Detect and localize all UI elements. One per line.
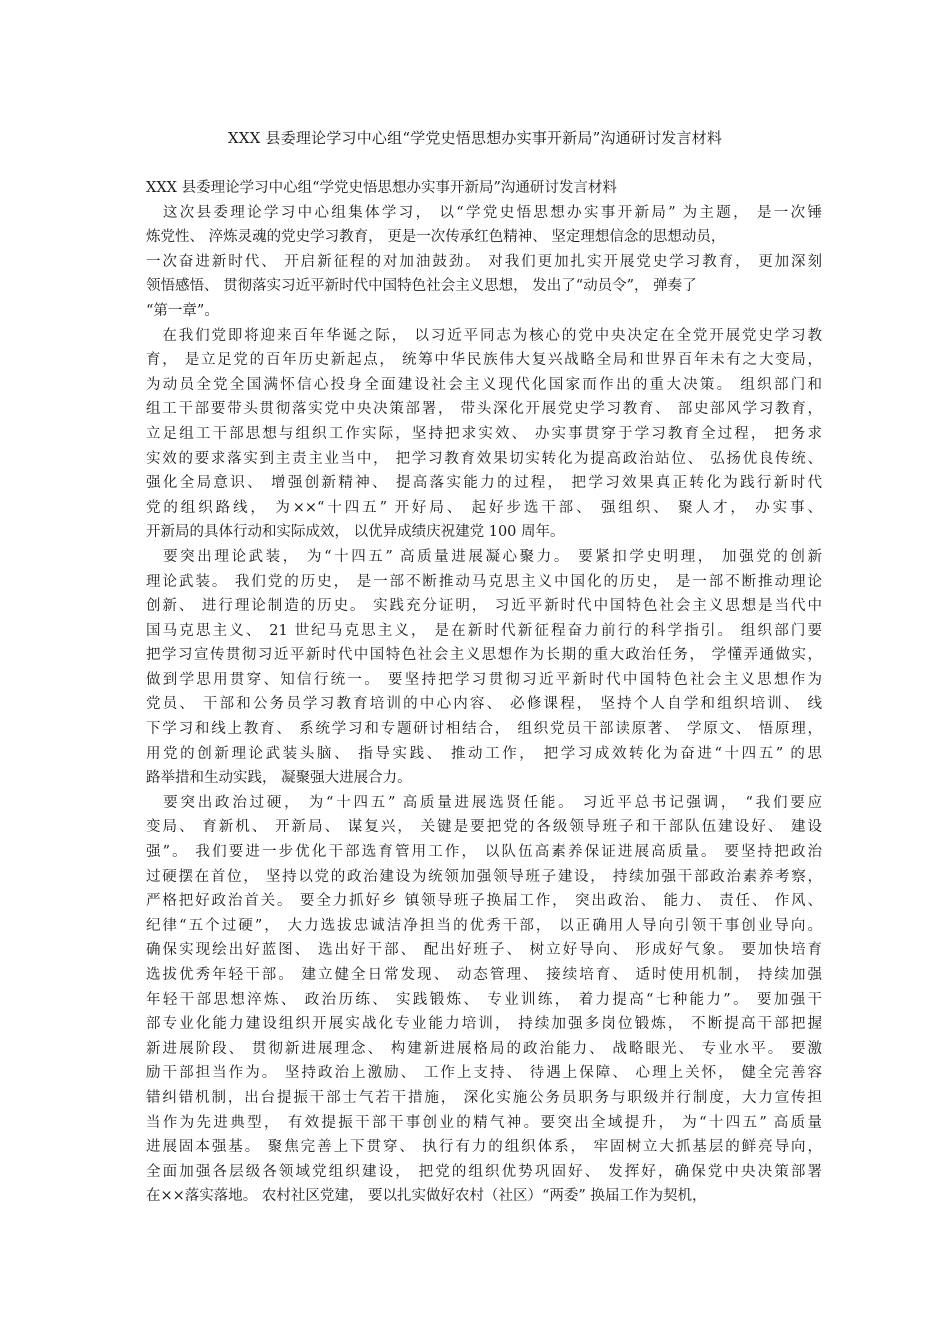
text-line: 强化全局意识、 增强创新精神、 提高落实能力的过程， 把学习效果真正转化为践行新时代 <box>146 475 822 492</box>
text-line: 做到学思用贯穿、知信行统一。 要坚持把学习贯彻习近平新时代中国特色社会主义思想作为 <box>146 671 822 688</box>
text-line: 变局、 育新机、 开新局、 谋复兴， 关键是要把党的各级领导班子和干部队伍建设好、 建设 <box>146 819 822 836</box>
text-line: 确保实现绘出好蓝图、 选出好干部、 配出好班子、 树立好导向、 形成好气象。 要加快培育 <box>146 942 822 959</box>
text-line: 励干部担当作为。 坚持政治上激励、 工作上支持、 待遇上保障、 心理上关怀， 健全完善容 <box>146 1065 822 1082</box>
text-line: 要突出理论武装， 为“十四五” 高质量进展凝心聚力。 要紧扣学史明理， 加强党的创新 <box>146 548 822 565</box>
text-line: 进展固本强基。 聚焦完善上下贯穿、 执行有力的组织体系， 牢固树立大抓基层的鲜亮导向， <box>146 1139 822 1156</box>
text-line: 炼党性、 淬炼灵魂的党史学习教育， 更是一次传承红色精神、 坚定理想信念的思想动员， <box>146 229 726 246</box>
text-line: 部专业化能力建设组织开展实战化专业能力培训， 持续加强多岗位锻炼， 不断提高干部把握 <box>146 1016 822 1033</box>
text-line: 下学习和线上教育、 系统学习和专题研讨相结合， 组织党员干部读原著、 学原文、 悟原理， <box>146 721 822 738</box>
text-line: 用党的创新理论武装头脑、 指导实践、 推动工作， 把学习成效转化为奋进“十四五” 的思 <box>146 745 822 762</box>
text-line: XXX 县委理论学习中心组“学党史悟思想办实事开新局”沟通研讨发言材料 <box>146 180 617 196</box>
text-line: 国马克思主义、 21 世纪马克思主义， 是在新时代新征程奋力前行的科学指引。 组织部门要 <box>146 622 822 639</box>
text-line: “第一章”。 <box>146 302 219 319</box>
text-line: 强”。 我们要进一步优化干部选育管用工作， 以队伍高素养保证进展高质量。 要坚持把政治 <box>146 844 822 861</box>
text-line: 当作为先进典型， 有效提振干部干事创业的精气神。要突出全域提升， 为“十四五” 高质量 <box>146 1114 822 1131</box>
text-line: 党员、 干部和公务员学习教育培训的中心内容、 必修课程， 坚持个人自学和组织培训、 线 <box>146 696 822 713</box>
text-line: 在我们党即将迎来百年华诞之际， 以习近平同志为核心的党中央决定在全党开展党史学习教 <box>146 327 822 344</box>
text-line: 新进展阶段、 贯彻新进展理念、 构建新进展格局的政治能力、 战略眼光、 专业水平。 要激 <box>146 1040 822 1057</box>
text-line: 为动员全党全国满怀信心投身全面建设社会主义现代化国家而作出的重大决策。 组织部门和 <box>146 376 822 393</box>
text-line: 开新局的具体行动和实际成效， 以优异成绩庆祝建党 100 周年。 <box>146 524 565 541</box>
document-title: XXX 县委理论学习中心组“学党史悟思想办实事开新局”沟通研讨发言材料 <box>227 129 723 147</box>
text-line: 实效的要求落实到主责主业当中， 把学习教育效果切实转化为提高政治站位、 弘扬优良传统、 <box>146 450 822 467</box>
text-line: 立足组工干部思想与组织工作实际，坚持把求实效、 办实事贯穿于学习教育全过程， 把务求 <box>146 425 822 442</box>
text-line: 把学习宣传贯彻习近平新时代中国特色社会主义思想作为长期的重大政治任务， 学懂弄通做实， <box>146 647 822 664</box>
text-line: 纪律“五个过硬”， 大力选拔忠诚洁净担当的优秀干部， 以正确用人导向引领干事创业导向。 <box>146 917 822 934</box>
text-line: 育， 是立足党的百年历史新起点， 统筹中华民族伟大复兴战略全局和世界百年未有之大变局， <box>146 352 822 369</box>
text-line: 理论武装。 我们党的历史， 是一部不断推动马克思主义中国化的历史， 是一部不断推动理论 <box>146 573 822 590</box>
text-line: 这次县委理论学习中心组集体学习， 以“学党史悟思想办实事开新局” 为主题， 是一次锤 <box>146 204 822 221</box>
text-line: 要突出政治过硬， 为“十四五” 高质量进展选贤任能。 习近平总书记强调， “我们要应 <box>146 794 822 811</box>
text-line: 一次奋进新时代、 开启新征程的对加油鼓劲。 对我们更加扎实开展党史学习教育， 更加深刻 <box>146 253 822 270</box>
text-line: 错纠错机制，出台提振干部士气若干措施， 深化实施公务员职务与职级并行制度，大力宣传担 <box>146 1089 822 1106</box>
text-line: 全面加强各层级各领域党组织建设， 把党的组织优势巩固好、 发挥好，确保党中央决策部署 <box>146 1163 822 1180</box>
text-line: 领悟感悟、 贯彻落实习近平新时代中国特色社会主义思想， 发出了“动员令”， 弹奏了 <box>146 278 697 295</box>
document-body <box>146 176 822 1209</box>
text-line: 路举措和生动实践， 凝聚强大进展合力。 <box>146 770 412 787</box>
text-line: 过硬摆在首位， 坚持以党的政治建设为统领加强领导班子建设， 持续加强干部政治素养考察， <box>146 868 822 885</box>
text-line: 组工干部要带头贯彻落实党中央决策部署， 带头深化开展党史学习教育、 部史部风学习教育， <box>146 401 822 418</box>
text-line: 党的组织路线， 为××“十四五” 开好局、 起好步选干部、 强组织、 聚人才， 办实事、 <box>146 499 822 516</box>
text-line: 在××落实落地。 农村社区党建， 要以扎实做好农村（社区）“两委” 换届工作为契机， <box>146 1188 707 1205</box>
text-line: 严格把好政治首关。 要全力抓好乡 镇领导班子换届工作， 突出政治、 能力、 责任、 作风、 <box>146 893 822 910</box>
text-line: 创新、 进行理论制造的历史。 实践充分证明， 习近平新时代中国特色社会主义思想是当代中 <box>146 598 822 615</box>
text-line: 年轻干部思想淬炼、 政治历练、 实践锻炼、 专业训练， 着力提高“七种能力”。 要加强干 <box>146 991 822 1008</box>
text-line: 选拔优秀年轻干部。 建立健全日常发现、 动态管理、 接续培育、 适时使用机制， 持续加强 <box>146 967 822 983</box>
